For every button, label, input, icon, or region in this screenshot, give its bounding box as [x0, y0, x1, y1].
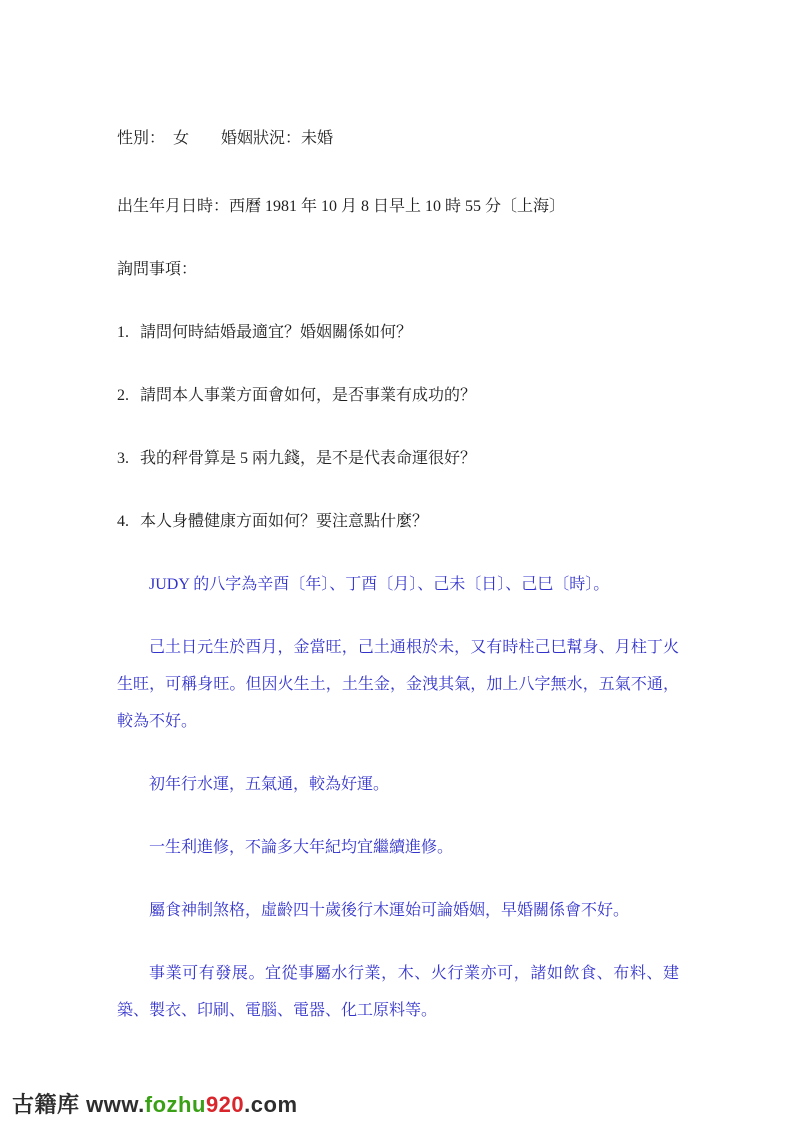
- birth-date-line: 出生年月日時：西曆 1981 年 10 月 8 日早上 10 時 55 分〔上海〕: [117, 198, 566, 215]
- answer-paragraph-marriage: 屬食神制煞格，虛齡四十歲後行木運始可論婚姻，早婚關係會不好。: [149, 902, 630, 919]
- question-text: 本人身體健康方面如何？要注意點什麼？: [140, 513, 429, 530]
- question-text: 請問本人事業方面會如何，是否事業有成功的？: [140, 387, 477, 404]
- answer-paragraph-bazi: JUDY 的八字為辛酉〔年〕、丁酉〔月〕、己未〔日〕、己巳〔時〕。: [149, 576, 610, 593]
- answer-paragraph-career: 事業可有發展。宜從事屬水行業，木、火行業亦可，諸如飲食、布料、建築、製衣、印刷、電腦、電器、化工原料等。: [117, 965, 679, 1019]
- answer-paragraph-study: 一生利進修，不論多大年紀均宜繼續進修。: [149, 839, 454, 856]
- question-text: 我的秤骨算是 5 兩九錢，是不是代表命運很好？: [140, 450, 477, 467]
- answer-paragraph-early-luck: 初年行水運，五氣通，較為好運。: [149, 776, 390, 793]
- site-name-text: 古籍库: [12, 1092, 80, 1117]
- url-920-text: 920: [205, 1092, 245, 1117]
- question-number: 1.: [117, 324, 129, 341]
- question-number: 4.: [117, 513, 129, 530]
- url-www-text: www.: [86, 1092, 145, 1117]
- document-content: [117, 0, 679, 1055]
- url-com-text: .com: [244, 1092, 298, 1117]
- question-number: 2.: [117, 387, 129, 404]
- question-number: 3.: [117, 450, 129, 467]
- question-item: [117, 503, 679, 540]
- url-fozhu-text: fozhu: [144, 1092, 206, 1117]
- gender-marital-line: 性別： 女 婚姻狀況：未婚: [117, 130, 334, 147]
- question-text: 請問何時結婚最適宜？婚姻關係如何？: [140, 324, 413, 341]
- question-item: [117, 377, 679, 414]
- answer-paragraph-analysis: 己土日元生於酉月，金當旺，己土通根於未，又有時柱己巳幫身、月柱丁火生旺，可稱身旺。但因火生土，土生金，金洩其氣，加上八字無水，五氣不通，較為不好。: [117, 639, 679, 730]
- watermark-logo: [12, 1088, 298, 1119]
- question-item: [117, 440, 679, 477]
- question-item: [117, 314, 679, 351]
- inquiry-heading: 詢問事項：: [117, 261, 198, 278]
